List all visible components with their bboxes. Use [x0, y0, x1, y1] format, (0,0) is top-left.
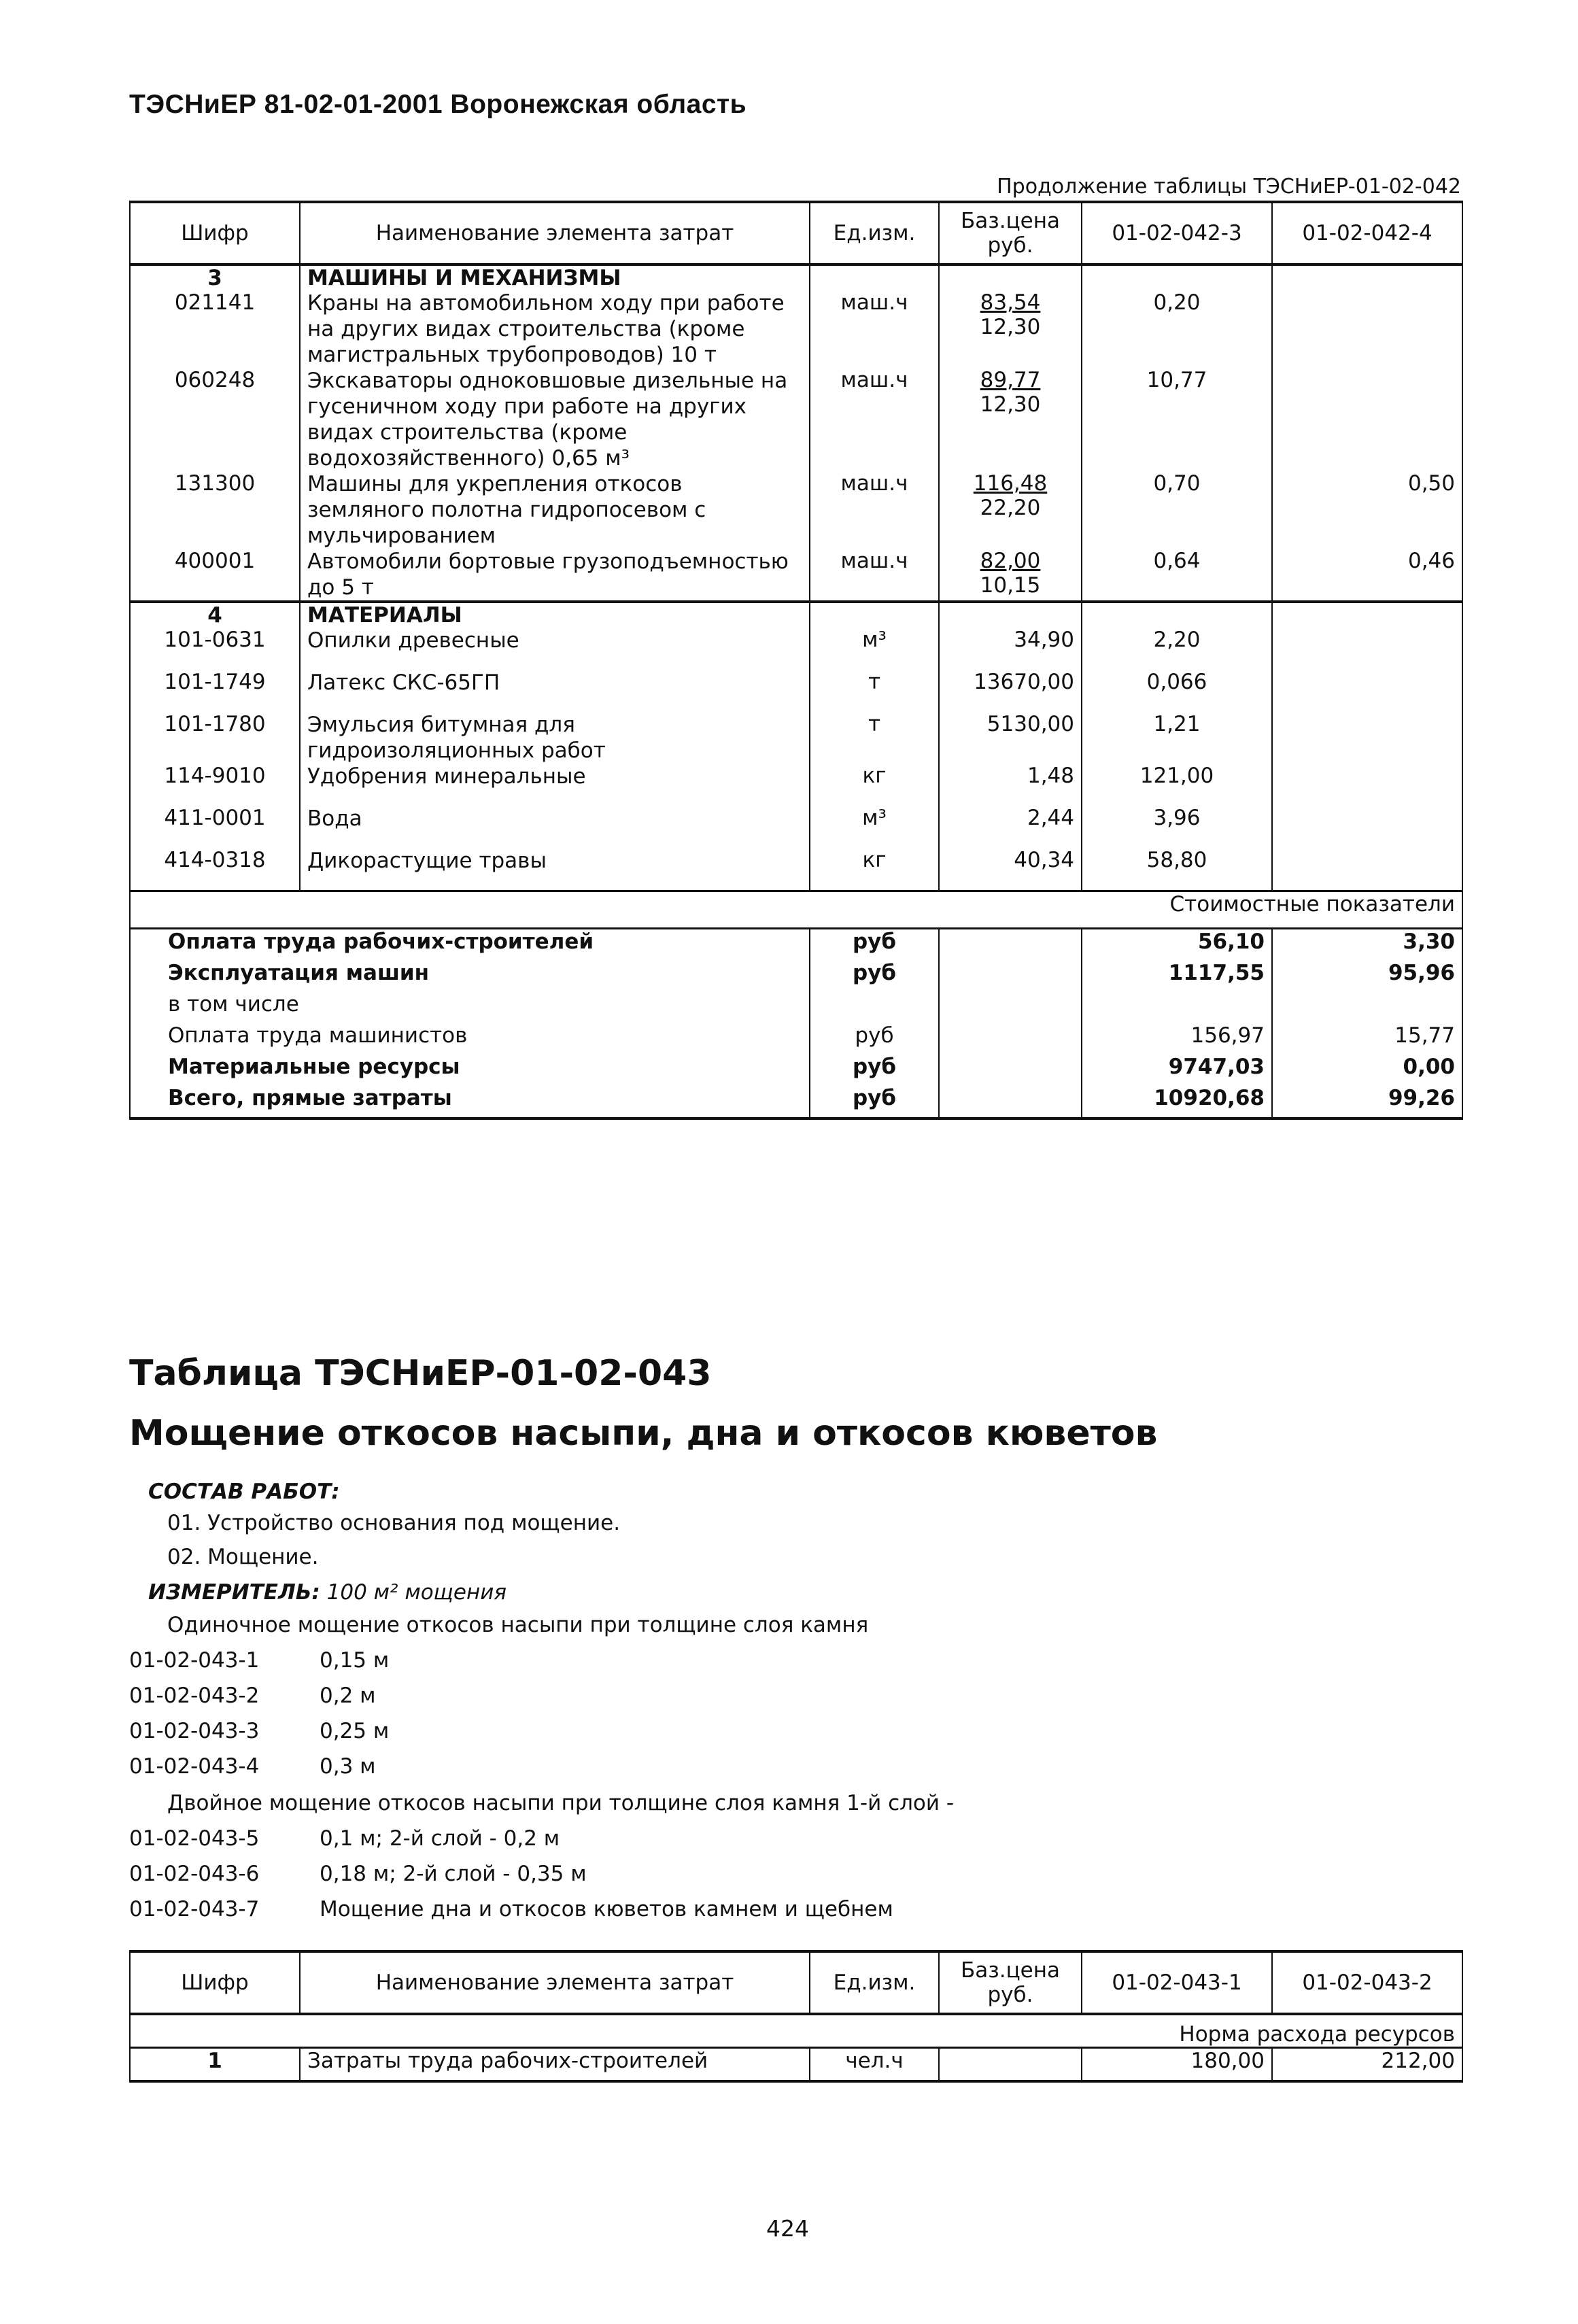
resource-code: 411-0001 — [130, 806, 300, 848]
resource-price — [939, 2048, 1082, 2082]
resource-name: Вода — [300, 806, 810, 848]
resource-price-wage: 22,20 — [980, 496, 1041, 520]
section-number: 3 — [130, 264, 300, 290]
col-043-1: 01-02-043-1 — [1082, 1951, 1272, 2014]
total-row — [130, 1086, 1462, 1118]
table-row — [130, 290, 1462, 368]
norm-code: 01-02-043-4 — [129, 1754, 260, 1779]
resource-price: 13670,00 — [939, 670, 1082, 712]
total-042-4: 3,30 — [1272, 929, 1462, 961]
measure-label: ИЗМЕРИТЕЛЬ: — [148, 1580, 320, 1605]
cost-header: Стоимостные показатели — [130, 891, 1462, 929]
table-row — [130, 628, 1462, 670]
page-number: 424 — [766, 2215, 809, 2242]
resource-price-wage: 12,30 — [980, 315, 1041, 339]
resource-unit: т — [810, 670, 939, 712]
total-label: Материальные ресурсы — [130, 1055, 810, 1086]
value-042-3: 2,20 — [1082, 628, 1272, 670]
resource-price: 2,44 — [939, 806, 1082, 848]
resource-price: 1,48 — [939, 764, 1082, 806]
value-043-1: 180,00 — [1082, 2048, 1272, 2082]
col-unit: Ед.изм. — [810, 202, 939, 264]
table-continuation-note: Продолжение таблицы ТЭСНиЕР-01-02-042 — [997, 175, 1461, 199]
resource-unit: т — [810, 712, 939, 764]
resource-price: 40,34 — [939, 848, 1082, 891]
intro-double: Двойное мощение откосов насыпи при толщине слоя камня 1-й слой - — [167, 1791, 955, 1815]
total-label: Эксплуатация машин — [130, 961, 810, 992]
value-042-3: 1,21 — [1082, 712, 1272, 764]
norm-desc: 0,15 м — [320, 1648, 390, 1673]
table-title: Таблица ТЭСНиЕР-01-02-043 — [129, 1353, 712, 1394]
value-042-4 — [1272, 848, 1462, 891]
value-043-2: 212,00 — [1272, 2048, 1462, 2082]
resource-name: Затраты труда рабочих-строителей — [300, 2048, 810, 2082]
resource-unit: чел.ч — [810, 2048, 939, 2082]
value-042-3: 121,00 — [1082, 764, 1272, 806]
value-042-4: 0,50 — [1272, 471, 1462, 549]
document-header: ТЭСНиЕР 81-02-01-2001 Воронежская область — [129, 90, 747, 119]
resource-code: 101-1749 — [130, 670, 300, 712]
measure-value: 100 м² мощения — [326, 1580, 507, 1605]
total-042-4: 99,26 — [1272, 1086, 1462, 1118]
measure — [148, 1580, 507, 1605]
norm-code: 01-02-043-3 — [129, 1719, 260, 1743]
total-unit: руб — [810, 1055, 939, 1086]
total-042-4: 0,00 — [1272, 1055, 1462, 1086]
total-unit: руб — [810, 1023, 939, 1055]
resource-name: Экскаваторы одноковшовые дизельные на гусеничном ходу при работе на других видах строительства (кроме водохозяйственного) 0,65 м³ — [300, 368, 810, 471]
total-042-3: 10920,68 — [1082, 1086, 1272, 1118]
col-price: Баз.цена руб. — [939, 202, 1082, 264]
total-row — [130, 929, 1462, 961]
col-name: Наименование элемента затрат — [300, 202, 810, 264]
resource-unit: м³ — [810, 628, 939, 670]
table-header-row — [130, 1951, 1462, 2014]
norm-desc: 0,2 м — [320, 1684, 376, 1708]
col-043-2: 01-02-043-2 — [1272, 1951, 1462, 2014]
cost-header-row — [130, 891, 1462, 929]
value-042-4 — [1272, 368, 1462, 471]
total-042-4 — [1272, 992, 1462, 1023]
norm-code: 01-02-043-2 — [129, 1684, 260, 1708]
resource-unit: маш.ч — [810, 549, 939, 602]
norm-code: 01-02-043-6 — [129, 1862, 260, 1886]
resource-price-wage: 10,15 — [980, 573, 1041, 598]
total-row — [130, 1023, 1462, 1055]
table-header-row — [130, 202, 1462, 264]
norm-desc: 0,1 м; 2-й слой - 0,2 м — [320, 1826, 560, 1851]
resource-code: 101-1780 — [130, 712, 300, 764]
total-unit — [810, 992, 939, 1023]
total-042-3: 156,97 — [1082, 1023, 1272, 1055]
col-code: Шифр — [130, 202, 300, 264]
work-composition-label: СОСТАВ РАБОТ: — [148, 1480, 340, 1504]
resource-name: Эмульсия битумная для гидроизоляционных работ — [300, 712, 810, 764]
value-042-4 — [1272, 764, 1462, 806]
value-042-4 — [1272, 628, 1462, 670]
work-item: 01. Устройство основания под мощение. — [167, 1511, 621, 1535]
table-row — [130, 471, 1462, 549]
total-042-3: 56,10 — [1082, 929, 1272, 961]
resource-code: 060248 — [130, 368, 300, 471]
value-042-4 — [1272, 290, 1462, 368]
total-042-4: 15,77 — [1272, 1023, 1462, 1055]
value-042-4 — [1272, 806, 1462, 848]
norm-desc: 0,25 м — [320, 1719, 390, 1743]
section-row — [130, 264, 1462, 290]
resource-name: Машины для укрепления откосов земляного полотна гидропосевом с мульчированием — [300, 471, 810, 549]
section-row — [130, 602, 1462, 628]
value-042-3: 3,96 — [1082, 806, 1272, 848]
resource-price: 89,77 — [980, 368, 1041, 392]
value-042-4 — [1272, 712, 1462, 764]
resource-unit: кг — [810, 848, 939, 891]
resource-code: 1 — [130, 2048, 300, 2082]
resource-code: 131300 — [130, 471, 300, 549]
resource-price: 34,90 — [939, 628, 1082, 670]
table-row — [130, 2048, 1462, 2082]
total-042-3 — [1082, 992, 1272, 1023]
col-042-4: 01-02-042-4 — [1272, 202, 1462, 264]
resource-price: 83,54 — [980, 290, 1041, 315]
resource-unit: маш.ч — [810, 471, 939, 549]
resource-name: Автомобили бортовые грузоподъемностью до 5 т — [300, 549, 810, 602]
section-title: МАТЕРИАЛЫ — [300, 602, 810, 628]
resource-code: 400001 — [130, 549, 300, 602]
total-042-3: 9747,03 — [1082, 1055, 1272, 1086]
resource-price: 116,48 — [973, 471, 1048, 496]
value-042-4 — [1272, 670, 1462, 712]
total-label: Оплата труда рабочих-строителей — [130, 929, 810, 961]
section-number: 4 — [130, 602, 300, 628]
col-042-3: 01-02-042-3 — [1082, 202, 1272, 264]
col-name: Наименование элемента затрат — [300, 1951, 810, 2014]
col-price: Баз.цена руб. — [939, 1951, 1082, 2014]
value-042-4: 0,46 — [1272, 549, 1462, 602]
norm-code: 01-02-043-1 — [129, 1648, 260, 1673]
total-label: Всего, прямые затраты — [130, 1086, 810, 1118]
resource-unit: м³ — [810, 806, 939, 848]
resource-code: 021141 — [130, 290, 300, 368]
total-label: Оплата труда машинистов — [130, 1023, 810, 1055]
table-row — [130, 670, 1462, 712]
table-row — [130, 549, 1462, 602]
total-unit: руб — [810, 929, 939, 961]
total-042-3: 1117,55 — [1082, 961, 1272, 992]
work-item: 02. Мощение. — [167, 1545, 319, 1569]
resource-table-043 — [129, 1950, 1463, 2083]
value-042-3: 0,70 — [1082, 471, 1272, 549]
total-row — [130, 992, 1462, 1023]
value-042-3: 10,77 — [1082, 368, 1272, 471]
norm-desc: 0,3 м — [320, 1754, 376, 1779]
norm-desc: Мощение дна и откосов кюветов камнем и щебнем — [320, 1897, 893, 1921]
norm-code: 01-02-043-5 — [129, 1826, 260, 1851]
resource-name: Краны на автомобильном ходу при работе на других видах строительства (кроме магистральных трубопроводов) 10 т — [300, 290, 810, 368]
value-042-3: 58,80 — [1082, 848, 1272, 891]
resource-name: Дикорастущие травы — [300, 848, 810, 891]
resource-price: 5130,00 — [939, 712, 1082, 764]
table-row — [130, 848, 1462, 891]
table-row — [130, 806, 1462, 848]
total-row — [130, 961, 1462, 992]
resource-name: Латекс СКС-65ГП — [300, 670, 810, 712]
total-unit: руб — [810, 1086, 939, 1118]
total-label: в том числе — [130, 992, 810, 1023]
value-042-3: 0,20 — [1082, 290, 1272, 368]
table-row — [130, 368, 1462, 471]
col-code: Шифр — [130, 1951, 300, 2014]
resource-unit: маш.ч — [810, 368, 939, 471]
resource-code: 101-0631 — [130, 628, 300, 670]
section-title: МАШИНЫ И МЕХАНИЗМЫ — [300, 264, 810, 290]
resource-name: Удобрения минеральные — [300, 764, 810, 806]
resource-price: 82,00 — [980, 549, 1041, 573]
resource-table-042 — [129, 201, 1463, 1120]
value-042-3: 0,64 — [1082, 549, 1272, 602]
total-row — [130, 1055, 1462, 1086]
total-unit: руб — [810, 961, 939, 992]
resource-price-wage: 12,30 — [980, 392, 1041, 417]
norm-desc: 0,18 м; 2-й слой - 0,35 м — [320, 1862, 587, 1886]
table-subtitle: Мощение откосов насыпи, дна и откосов кюветов — [129, 1413, 1158, 1454]
table-row — [130, 712, 1462, 764]
value-042-3: 0,066 — [1082, 670, 1272, 712]
resource-code: 414-0318 — [130, 848, 300, 891]
norm-header: Норма расхода ресурсов — [130, 2014, 1462, 2048]
total-042-4: 95,96 — [1272, 961, 1462, 992]
intro-single: Одиночное мощение откосов насыпи при толщине слоя камня — [167, 1613, 869, 1637]
norm-header-row — [130, 2014, 1462, 2048]
norm-code: 01-02-043-7 — [129, 1897, 260, 1921]
col-unit: Ед.изм. — [810, 1951, 939, 2014]
resource-code: 114-9010 — [130, 764, 300, 806]
resource-unit: маш.ч — [810, 290, 939, 368]
table-row — [130, 764, 1462, 806]
resource-unit: кг — [810, 764, 939, 806]
resource-name: Опилки древесные — [300, 628, 810, 670]
